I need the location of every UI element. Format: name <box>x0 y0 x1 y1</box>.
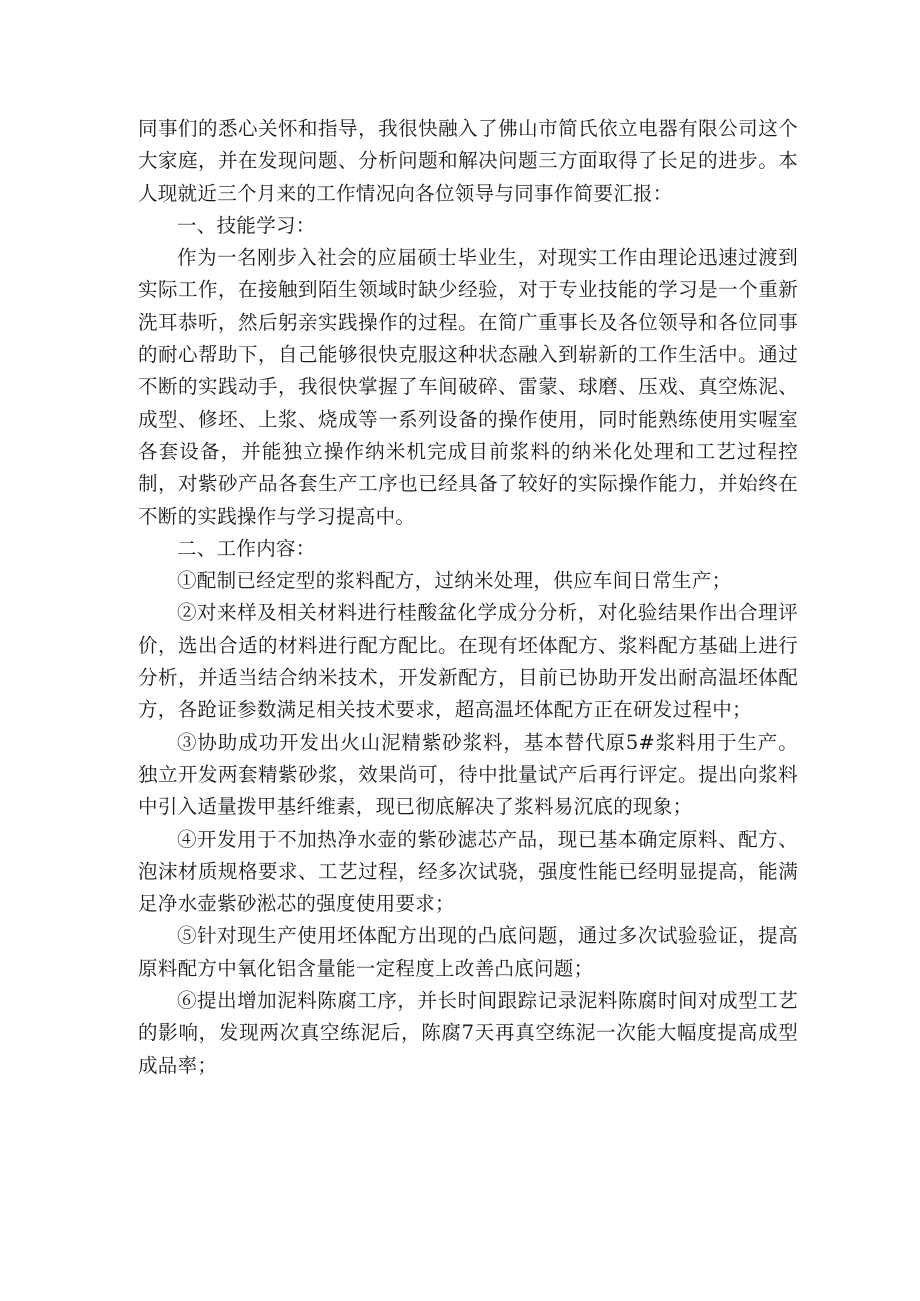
paragraph-intro: 同事们的悉心关怀和指导，我很快融入了佛山市简氏依立电器有限公司这个大家庭，并在发现问题、分析问题和解决问题三方面取得了长足的进步。本人现就近三个月来的工作情况向各位领导与同事作简要汇报： <box>138 117 798 205</box>
document-page <box>138 113 798 1082</box>
work-item-1: ①配制已经定型的浆料配方，过纳米处理，供应车间日常生产； <box>177 569 732 593</box>
work-item-3: ③协助成功开发出火山泥精紫砂浆料，基本替代原5#浆料用于生产。独立开发两套精紫砂浆，效果尚可，待中批量试产后再行评定。提出向浆料中引入适量拨甲基纤维素，现已彻底解决了浆料易沉底的现象； <box>138 730 798 819</box>
work-item-4: ④开发用于不加热净水壶的紫砂滤芯产品，现已基本确定原料、配方、泡沫材质规格要求、工艺过程，经多次试骁，强度性能已经明显提高，能满足净水壶紫砂淞芯的强度使用要求； <box>138 827 798 916</box>
section-heading-skills: 一、技能学习： <box>177 213 316 237</box>
section-heading-work: 二、工作内容： <box>177 536 316 560</box>
work-item-5: ⑤针对现生产使用坯体配方出现的凸底问题，通过多次试验验证，提高原料配方中氧化铝含量能一定程度上改善凸底问题； <box>138 924 798 980</box>
paragraph-skills: 作为一名刚步入社会的应届硕士毕业生，对现实工作由理论迅速过渡到实际工作，在接触到陌生领域时缺少经验，对于专业技能的学习是一个重新洗耳恭听，然后躬亲实践操作的过程。在简广重事长及各位领导和各位同事的耐心帮助下，自己能够很快克服这种状态融入到崭新的工作生活中。通过不断的实践动手，我很快掌握了车间破碎、雷蒙、球磨、压戏、真空炼泥、成型、修坯、上浆、烧成等一系列设备的操作使用，同时能熟练使用实喔室各套设备，并能独立操作纳米机完成目前浆料的纳米化处理和工艺过程控制，对紫砂产品各套生产工序也已经具备了较好的实际操作能力，并始终在不断的实践操作与学习提高中。 <box>138 246 798 528</box>
work-item-6: ⑥提出增加泥料陈腐工序，并长时间跟踪记录泥料陈腐时间对成型工艺的影响，发现两次真空练泥后，陈腐7天再真空练泥一次能大幅度提高成型成品率； <box>138 989 798 1077</box>
work-item-2: ②对来样及相关材料进行桂酸盆化学成分分析，对化验结果作出合理评价，选出合适的材料进行配方配比。在现有坯体配方、浆料配方基础上进行分析，并适当结合纳米技术，开发新配方，目前已协助开发出耐高温坯体配方，各跄证参数满足相关技术要求，超高温坯体配方正在研发过程中； <box>138 601 798 722</box>
